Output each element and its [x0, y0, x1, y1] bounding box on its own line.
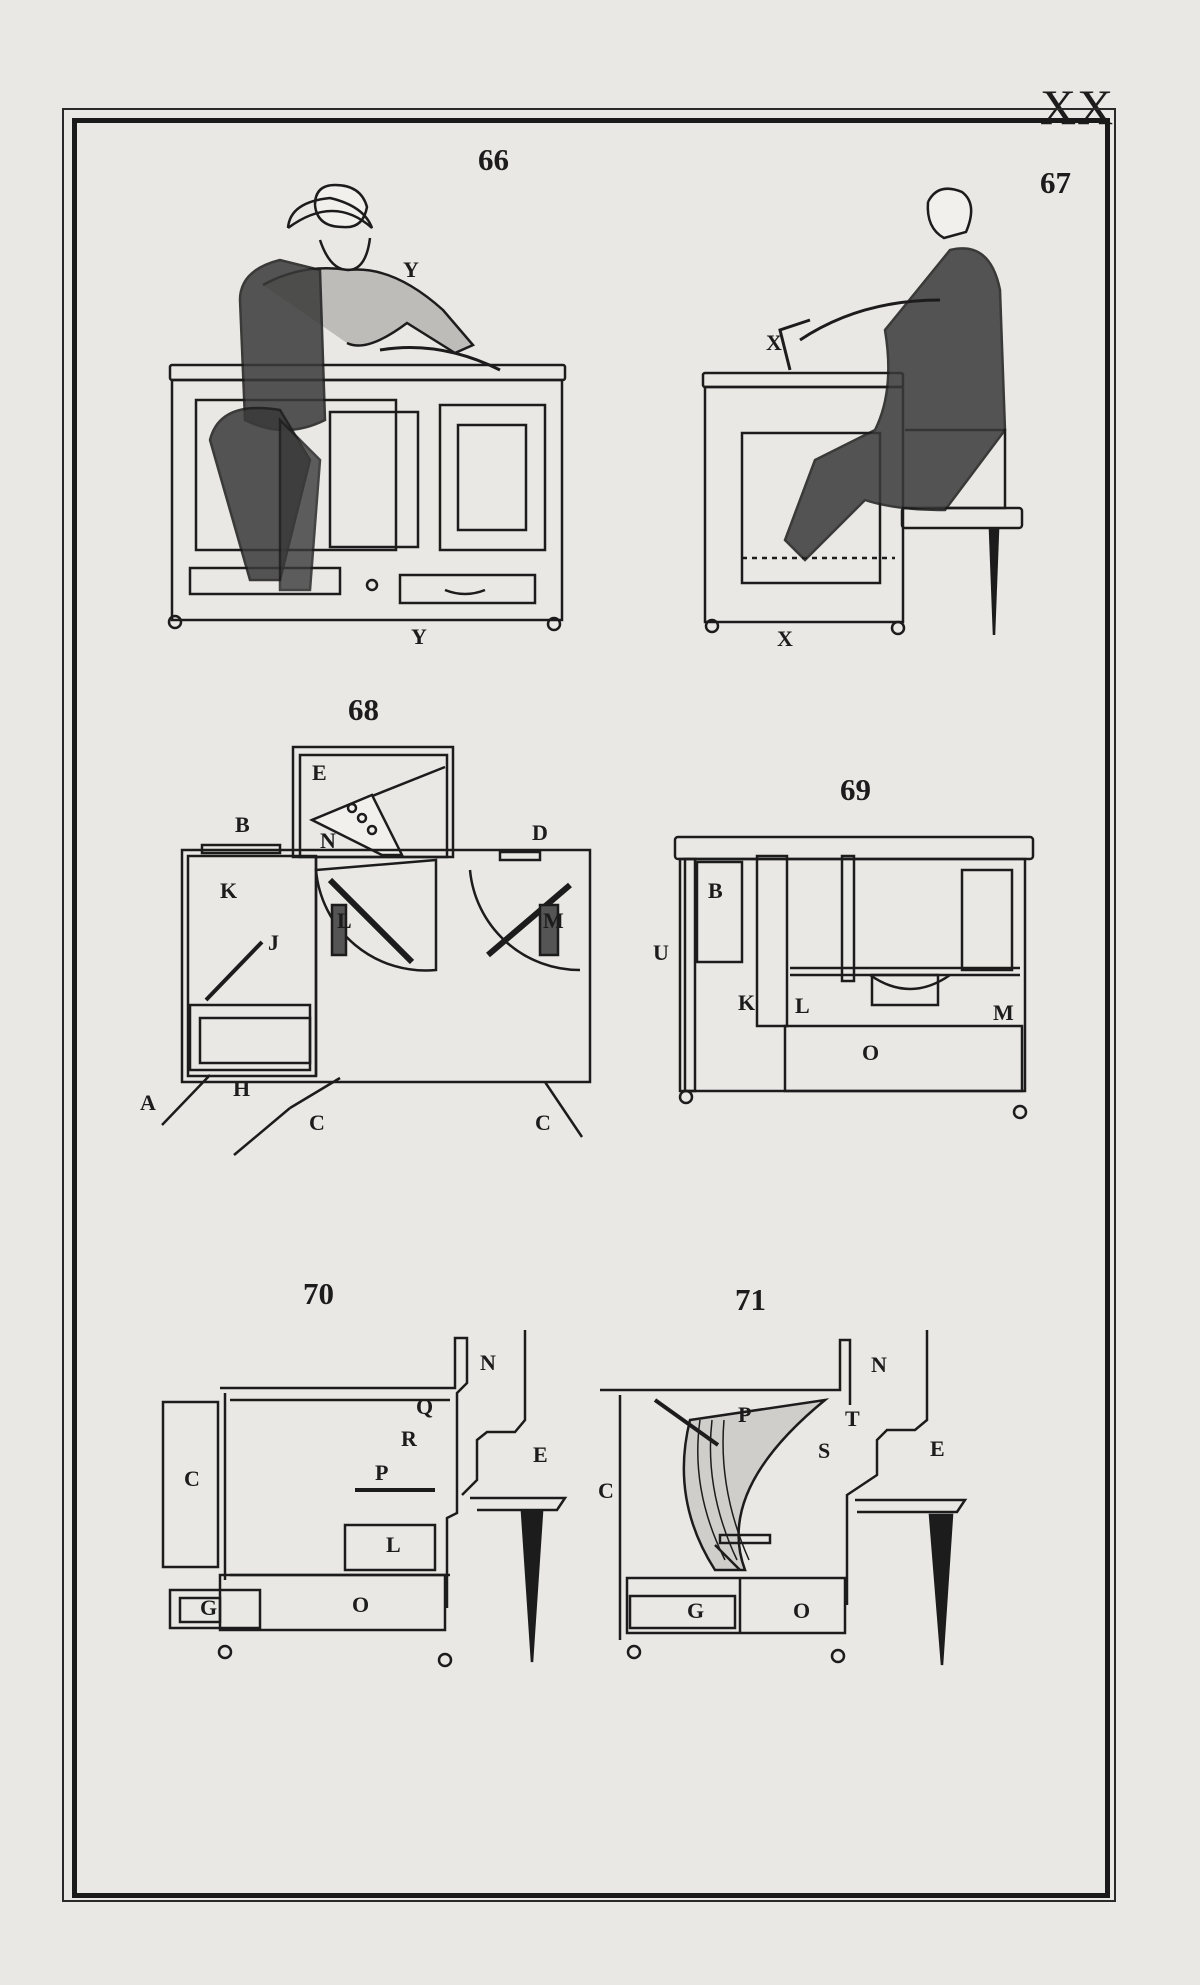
figure-69-label-o: O	[862, 1040, 880, 1065]
figure-71-drawing	[600, 1330, 965, 1665]
figure-70-label-q: Q	[416, 1394, 434, 1419]
figure-70-label-n: N	[480, 1350, 496, 1375]
figure-70-label-r: R	[401, 1426, 417, 1451]
figure-68-label-m: M	[543, 908, 564, 933]
figure-71-label-n: N	[871, 1352, 887, 1377]
figure-67-drawing	[703, 189, 1022, 635]
figure-69-label-l: L	[795, 993, 810, 1018]
figure-70-label-g: G	[200, 1595, 218, 1620]
figure-68-label-h: H	[233, 1076, 251, 1101]
figure-68-label-j: J	[268, 930, 279, 955]
figure-69-drawing	[675, 837, 1033, 1118]
figure-70-number: 70	[303, 1276, 334, 1311]
figure-71-label-e: E	[930, 1436, 945, 1461]
figure-71-label-p: P	[738, 1402, 752, 1427]
figure-68-number: 68	[348, 692, 379, 727]
figure-67-label-x-bottom: X	[777, 626, 793, 651]
figure-70-label-p: P	[375, 1460, 389, 1485]
figure-69-label-m: M	[993, 1000, 1014, 1025]
figure-71-label-o: O	[793, 1598, 811, 1623]
figure-70-label-c: C	[184, 1466, 200, 1491]
figure-71-label-s: S	[818, 1438, 831, 1463]
figure-68-label-l: L	[337, 908, 352, 933]
figure-70-label-l: L	[386, 1532, 401, 1557]
figure-69-label-k: K	[738, 990, 756, 1015]
figure-68-label-k: K	[220, 878, 238, 903]
figure-69-number: 69	[840, 772, 871, 807]
figure-69-label-u: U	[653, 940, 669, 965]
figure-68-label-d: D	[532, 820, 548, 845]
figure-67-label-x-top: X	[766, 330, 782, 355]
figure-66-label-y-top: Y	[403, 257, 419, 282]
figure-69-label-b: B	[708, 878, 723, 903]
figure-68-label-b: B	[235, 812, 250, 837]
figure-68-label-n: N	[320, 828, 336, 853]
figure-68-label-c-right: C	[535, 1110, 551, 1135]
figure-71-number: 71	[735, 1282, 766, 1317]
figure-68-label-c-left: C	[309, 1110, 325, 1135]
figure-70-label-e: E	[533, 1442, 548, 1467]
figure-68-drawing	[162, 747, 590, 1155]
figure-71-label-t: T	[845, 1406, 860, 1431]
figure-66-number: 66	[478, 142, 509, 177]
figure-67-number: 67	[1040, 165, 1071, 200]
figure-70-label-o: O	[352, 1592, 370, 1617]
figure-66-drawing	[169, 185, 565, 630]
figure-68-label-e: E	[312, 760, 327, 785]
plate-number: XX	[1040, 79, 1115, 135]
figure-71-label-c: C	[598, 1478, 614, 1503]
figure-68-label-a: A	[140, 1090, 156, 1115]
figure-71-label-g: G	[687, 1598, 705, 1623]
figure-66-label-y-bottom: Y	[411, 624, 427, 649]
